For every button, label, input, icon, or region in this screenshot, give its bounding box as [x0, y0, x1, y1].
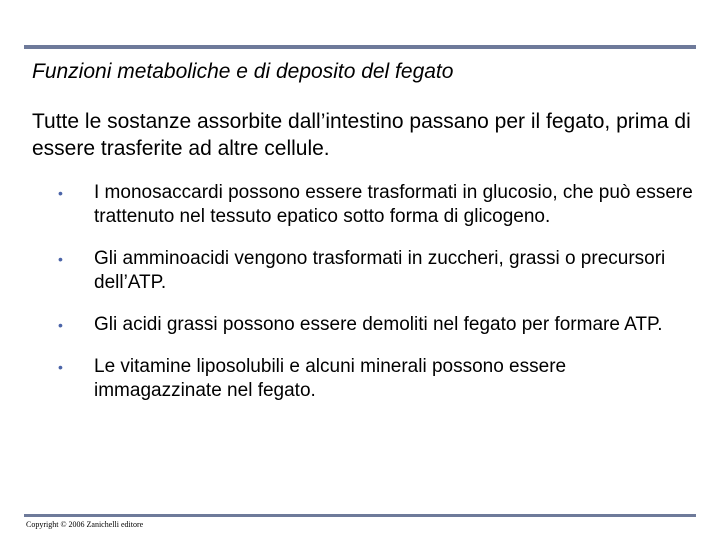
bullet-dot-icon: • [58, 359, 63, 375]
slide-title: Funzioni metaboliche e di deposito del fegato [32, 60, 454, 83]
top-divider [24, 45, 696, 49]
bullet-dot-icon: • [58, 251, 63, 267]
bullet-item-amino-acids [56, 247, 696, 295]
bottom-divider [24, 514, 696, 517]
bullet-dot-icon: • [58, 317, 63, 333]
bullet-item-vitamins-minerals [56, 355, 696, 403]
copyright-notice: Copyright © 2006 Zanichelli editore [26, 520, 144, 529]
bullet-list [56, 181, 696, 421]
bullet-item-fatty-acids [56, 313, 696, 337]
bullet-text: I monosaccardi possono essere trasformati in glucosio, che può essere trattenuto nel tessuto epatico sotto forma di glicogeno. [94, 182, 693, 227]
bullet-text: Gli acidi grassi possono essere demoliti nel fegato per formare ATP. [94, 314, 663, 335]
bullet-item-monosaccharides [56, 181, 696, 229]
bullet-text: Le vitamine liposolubili e alcuni minerali possono essere immagazzinate nel fegato. [94, 356, 567, 401]
bullet-text: Gli amminoacidi vengono trasformati in zuccheri, grassi o precursori dell’ATP. [94, 248, 666, 293]
bullet-dot-icon: • [58, 185, 63, 201]
intro-paragraph: Tutte le sostanze assorbite dall’intestino passano per il fegato, prima di essere trasferite ad altre cellule. [32, 110, 691, 160]
